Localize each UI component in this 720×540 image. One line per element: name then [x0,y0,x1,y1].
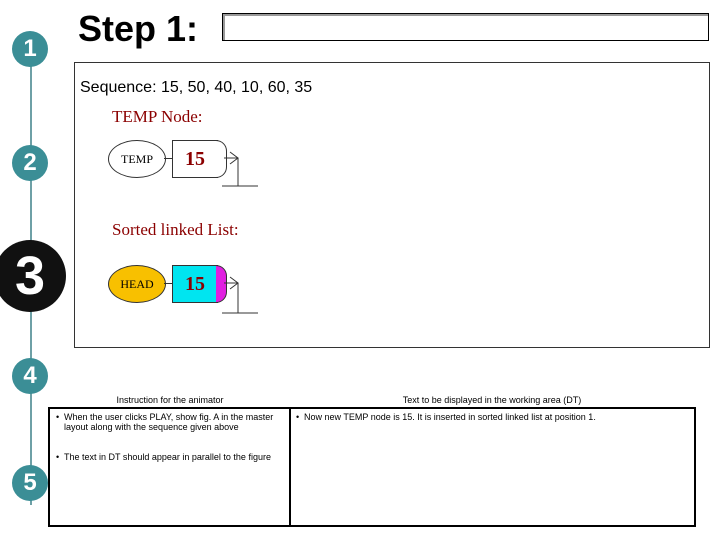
bullet-icon: • [56,452,60,462]
page-title: Step 1: [78,8,199,49]
step-1-badge: 1 [12,31,48,67]
step-3-badge: 3 [0,240,66,312]
bullet-icon: • [296,412,300,422]
sequence-text: Sequence: 15, 50, 40, 10, 60, 35 [80,79,313,96]
instruction-header: Instruction for the animator [116,395,224,405]
temp-node-heading: TEMP Node: [112,107,203,126]
step-4-badge: 4 [12,358,48,394]
list-value: 15 [185,272,205,295]
step-2-badge: 2 [12,145,48,181]
table-border-right [694,407,696,527]
instruction-item: • The text in DT should appear in parallel to the figure [56,452,271,462]
table-border-top [48,407,696,409]
temp-label: TEMP [120,151,153,166]
table-divider [289,407,291,527]
head-label: HEAD [120,276,154,291]
bullet-icon: • [56,412,60,422]
dt-item: • Now new TEMP node is 15. It is inserted in sorted linked list at position 1. [296,412,596,422]
table-border-bottom [48,525,696,527]
temp-value: 15 [185,147,205,170]
dt-header: Text to be displayed in the working area (DT) [402,395,582,405]
table-border-left [48,407,50,527]
instruction-item: • When the user clicks PLAY, show fig. A in the master layout along with the sequence given above [56,412,274,432]
step-5-badge: 5 [12,465,48,501]
sorted-list-heading: Sorted linked List: [112,220,239,239]
